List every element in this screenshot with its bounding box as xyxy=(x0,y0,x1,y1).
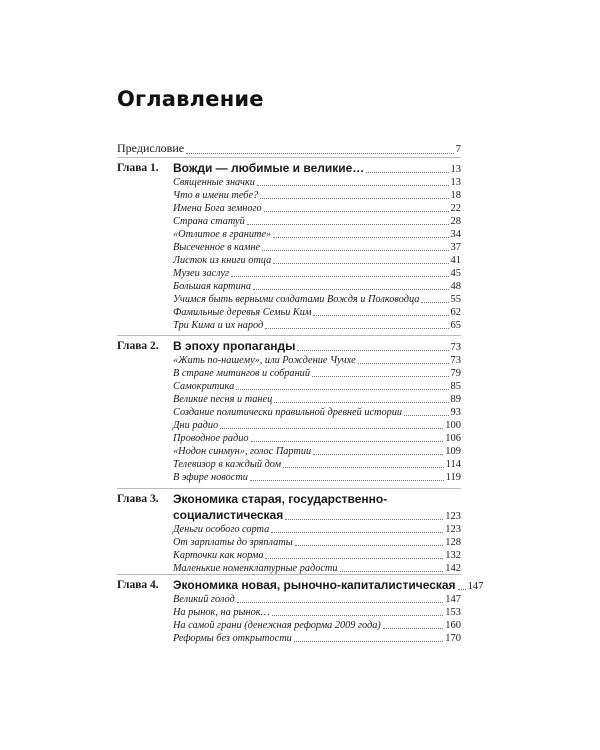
toc-preface[interactable] xyxy=(117,140,461,157)
toc-entry[interactable] xyxy=(173,471,461,484)
entry-label: Создание политически правильной древней истории xyxy=(173,407,403,418)
toc-entry[interactable] xyxy=(173,406,461,419)
entry-page: 109 xyxy=(445,446,461,457)
entry-label: Реформы без открытости xyxy=(173,633,292,644)
toc-entry[interactable] xyxy=(173,228,461,241)
dot-leader xyxy=(257,185,449,186)
preface-page: 7 xyxy=(455,143,461,155)
entry-label: В стране митингов и собраний xyxy=(173,368,310,379)
toc-entry[interactable] xyxy=(173,319,461,332)
dot-leader xyxy=(313,315,448,316)
dot-leader xyxy=(358,363,449,364)
chapter-page: 123 xyxy=(445,511,461,522)
dot-leader xyxy=(273,263,448,264)
dot-leader xyxy=(273,237,448,238)
entry-page: 123 xyxy=(445,524,461,535)
toc-entry[interactable] xyxy=(173,189,461,202)
dot-leader xyxy=(297,350,448,351)
dot-leader xyxy=(340,571,444,572)
dot-leader xyxy=(312,376,449,377)
dot-leader xyxy=(421,302,448,303)
toc-entry[interactable] xyxy=(173,523,461,536)
entry-label: Священные значки xyxy=(173,177,255,188)
entry-label: «Нодон синмун», голос Партии xyxy=(173,446,312,457)
entry-label: Великий голод xyxy=(173,594,235,605)
toc-entry[interactable] xyxy=(173,619,461,632)
chapter-page: 147 xyxy=(467,581,484,592)
entry-label: Учимся быть верными солдатами Вождя и Полководца xyxy=(173,294,420,305)
entry-label: Проводное радио xyxy=(173,433,249,444)
toc-entry[interactable] xyxy=(173,367,461,380)
entry-label: Самокритика xyxy=(173,381,235,392)
toc-entry[interactable] xyxy=(173,632,461,645)
toc-entry[interactable] xyxy=(173,215,461,228)
dot-leader xyxy=(285,519,443,520)
entry-label: Листок из книги отца xyxy=(173,255,272,266)
entry-page: 153 xyxy=(445,607,461,618)
toc-entry[interactable] xyxy=(173,419,461,432)
toc-entry[interactable] xyxy=(173,241,461,254)
chapter-title-row[interactable] xyxy=(173,577,484,593)
toc-entry[interactable] xyxy=(173,354,461,367)
dot-leader xyxy=(262,250,448,251)
entry-page: 170 xyxy=(445,633,461,644)
entry-label: Маленькие номенклатурные радости xyxy=(173,563,338,574)
entry-page: 147 xyxy=(445,594,461,605)
entry-page: 34 xyxy=(450,229,461,240)
dot-leader xyxy=(283,467,443,468)
entry-page: 119 xyxy=(445,472,461,483)
chapter-number: Глава 1. xyxy=(117,162,159,174)
chapter-number: Глава 2. xyxy=(117,340,159,352)
dot-leader xyxy=(295,545,444,546)
chapter-divider xyxy=(117,488,461,489)
entry-page: 132 xyxy=(445,550,461,561)
entry-label: «Жить по-нашему», или Рождение Чучхе xyxy=(173,355,356,366)
entry-page: 73 xyxy=(450,355,461,366)
dot-leader xyxy=(404,415,448,416)
chapter-number: Глава 3. xyxy=(117,493,159,505)
entry-page: 93 xyxy=(450,407,461,418)
toc-entry[interactable] xyxy=(173,458,461,471)
dot-leader xyxy=(265,558,443,559)
entry-label: Великие песня и танец xyxy=(173,394,273,405)
dot-leader xyxy=(186,153,453,154)
dot-leader xyxy=(294,641,443,642)
dot-leader xyxy=(220,428,443,429)
dot-leader xyxy=(251,441,444,442)
chapter-title: Вожди — любимые и великие… xyxy=(173,161,365,175)
chapter-number: Глава 4. xyxy=(117,579,159,591)
dot-leader xyxy=(366,172,448,173)
entry-page: 41 xyxy=(450,255,461,266)
dot-leader xyxy=(236,389,448,390)
dot-leader xyxy=(274,402,448,403)
entry-page: 100 xyxy=(445,420,461,431)
entry-page: 13 xyxy=(450,177,461,188)
entry-page: 62 xyxy=(450,307,461,318)
dot-leader xyxy=(271,532,443,533)
toc-entry[interactable] xyxy=(173,176,461,189)
entry-page: 55 xyxy=(450,294,461,305)
entry-page: 22 xyxy=(450,203,461,214)
chapter-title-row[interactable] xyxy=(173,160,461,176)
entry-page: 65 xyxy=(450,320,461,331)
dot-leader xyxy=(383,628,443,629)
entry-label: Телевизор в каждый дом xyxy=(173,459,282,470)
chapter-title: Экономика новая, рыночно-капиталистическая xyxy=(173,578,456,592)
chapter-page: 73 xyxy=(450,342,461,353)
toc-entry[interactable] xyxy=(173,445,461,458)
chapter-title-row-cont[interactable] xyxy=(173,507,461,523)
chapter-divider xyxy=(117,335,461,336)
entry-label: От зарплаты до зряплаты xyxy=(173,537,293,548)
preface-label: Предисловие xyxy=(117,141,185,155)
dot-leader xyxy=(272,615,444,616)
toc-entry[interactable] xyxy=(173,254,461,267)
dot-leader xyxy=(265,328,448,329)
page-title: Оглавление xyxy=(117,87,264,111)
entry-label: На рынок, на рынок… xyxy=(173,607,270,618)
toc-entry[interactable] xyxy=(173,549,461,562)
entry-label: На самой грани (денежная реформа 2009 года) xyxy=(173,620,381,631)
entry-label: Что в имени тебе? xyxy=(173,190,259,201)
dot-leader xyxy=(237,602,444,603)
chapter-title-row[interactable] xyxy=(173,338,461,354)
entry-label: В эфире новости xyxy=(173,472,248,483)
entry-page: 106 xyxy=(445,433,461,444)
dot-leader xyxy=(313,454,443,455)
entry-page: 85 xyxy=(450,381,461,392)
toc-entry[interactable] xyxy=(173,432,461,445)
dot-leader xyxy=(260,198,448,199)
toc-entry[interactable] xyxy=(173,606,461,619)
dot-leader xyxy=(264,211,449,212)
toc-entry[interactable] xyxy=(173,202,461,215)
chapter-title-row[interactable] xyxy=(173,491,461,507)
chapter-title: В эпоху пропаганды xyxy=(173,339,296,353)
dot-leader xyxy=(458,589,466,590)
entry-page: 89 xyxy=(450,394,461,405)
entry-label: Дни радио xyxy=(173,420,219,431)
chapter-title: Экономика старая, государственно- xyxy=(173,492,388,506)
dot-leader xyxy=(253,289,449,290)
toc-entry[interactable] xyxy=(173,536,461,549)
toc-entry[interactable] xyxy=(173,593,461,606)
chapter-divider xyxy=(117,574,461,575)
entry-page: 37 xyxy=(450,242,461,253)
toc-entry[interactable] xyxy=(173,280,461,293)
entry-page: 114 xyxy=(445,459,461,470)
chapter-page: 13 xyxy=(450,164,461,175)
chapter-divider xyxy=(117,157,461,158)
toc-entry[interactable] xyxy=(173,393,461,406)
entry-label: Имена Бога земного xyxy=(173,203,262,214)
toc-entry[interactable] xyxy=(173,306,461,319)
entry-label: Три Кима и их народ xyxy=(173,320,264,331)
entry-label: Большая картина xyxy=(173,281,251,292)
entry-label: Высеченное в камне xyxy=(173,242,261,253)
dot-leader xyxy=(231,276,449,277)
entry-label: Фамильные деревья Семьи Ким xyxy=(173,307,312,318)
toc-entry[interactable] xyxy=(173,380,461,393)
entry-page: 48 xyxy=(450,281,461,292)
entry-label: Страна статуй xyxy=(173,216,245,227)
entry-page: 45 xyxy=(450,268,461,279)
entry-page: 79 xyxy=(450,368,461,379)
entry-label: Музеи заслуг xyxy=(173,268,229,279)
toc-entry[interactable] xyxy=(173,267,461,280)
entry-label: Карточки как норма xyxy=(173,550,264,561)
dot-leader xyxy=(250,480,444,481)
toc-entry[interactable] xyxy=(173,293,461,306)
entry-page: 18 xyxy=(450,190,461,201)
entry-label: Деньги особого сорта xyxy=(173,524,270,535)
entry-page: 160 xyxy=(445,620,461,631)
entry-page: 128 xyxy=(445,537,461,548)
entry-page: 28 xyxy=(450,216,461,227)
dot-leader xyxy=(247,224,449,225)
chapter-title-continued: социалистическая xyxy=(173,508,284,522)
entry-label: «Отлитое в граните» xyxy=(173,229,272,240)
entry-page: 142 xyxy=(445,563,461,574)
